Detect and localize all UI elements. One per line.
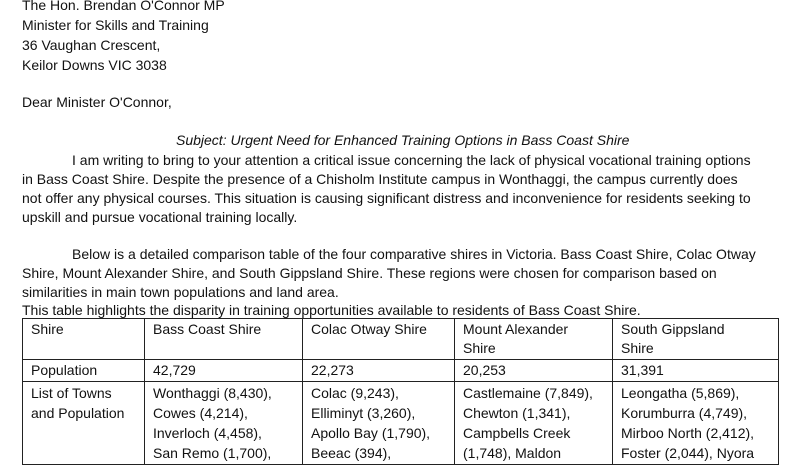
table-header-row [23,319,779,360]
recipient-city: Keilor Downs VIC 3038 [22,57,167,73]
body-paragraph-2-line-3: similarities in main town populations and land area. [22,284,339,300]
body-paragraph-1-line-1: I am writing to bring to your attention a critical issue concerning the lack of physical vocational training options [72,152,751,168]
header-cell: Colac Otway Shire [303,319,455,360]
table-cell: 31,391 [613,360,779,382]
header-cell: Shire [23,319,145,360]
header-cell: Mount Alexander Shire [455,319,613,360]
body-paragraph-2-line-1: Below is a detailed comparison table of the four comparative shires in Victoria. Bass Coast Shire, Colac Otway [72,246,756,262]
table-cell: Population [23,360,145,382]
table-row [23,360,779,382]
header-cell: South Gippsland Shire [613,319,779,360]
table-cell: 20,253 [455,360,613,382]
body-paragraph-1-line-4: upskill and pursue vocational training locally. [22,209,298,225]
subject-line: Subject: Urgent Need for Enhanced Training Options in Bass Coast Shire [176,132,630,148]
comparison-table [22,318,779,465]
table-cell: List of Towns and Population [23,382,145,465]
recipient-title: Minister for Skills and Training [22,17,209,33]
table-row [23,382,779,465]
body-paragraph-2-line-4: This table highlights the disparity in training opportunities available to residents of Bass Coast Shire. [22,302,641,318]
recipient-street: 36 Vaughan Crescent, [22,37,161,53]
table-cell: Colac (9,243), Elliminyt (3,260), Apollo Bay (1,790), Beeac (394), [303,382,455,465]
recipient-name: The Hon. Brendan O'Connor MP [22,0,225,13]
body-paragraph-1-line-2: in Bass Coast Shire. Despite the presence of a Chisholm Institute campus in Wonthaggi, the campus currently does [22,171,738,187]
salutation: Dear Minister O'Connor, [22,94,172,110]
body-paragraph-2-line-2: Shire, Mount Alexander Shire, and South Gippsland Shire. These regions were chosen for comparison based on [22,265,717,281]
table-cell: Wonthaggi (8,430), Cowes (4,214), Inverloch (4,458), San Remo (1,700), [145,382,303,465]
table-cell: 42,729 [145,360,303,382]
header-cell: Bass Coast Shire [145,319,303,360]
table-cell: Leongatha (5,869), Korumburra (4,749), Mirboo North (2,412), Foster (2,044), Nyora [613,382,779,465]
table-cell: Castlemaine (7,849), Chewton (1,341), Campbells Creek (1,748), Maldon [455,382,613,465]
body-paragraph-1-line-3: not offer any physical courses. This situation is causing significant distress and inconvenience for residents seeking to [22,190,751,206]
table-cell: 22,273 [303,360,455,382]
